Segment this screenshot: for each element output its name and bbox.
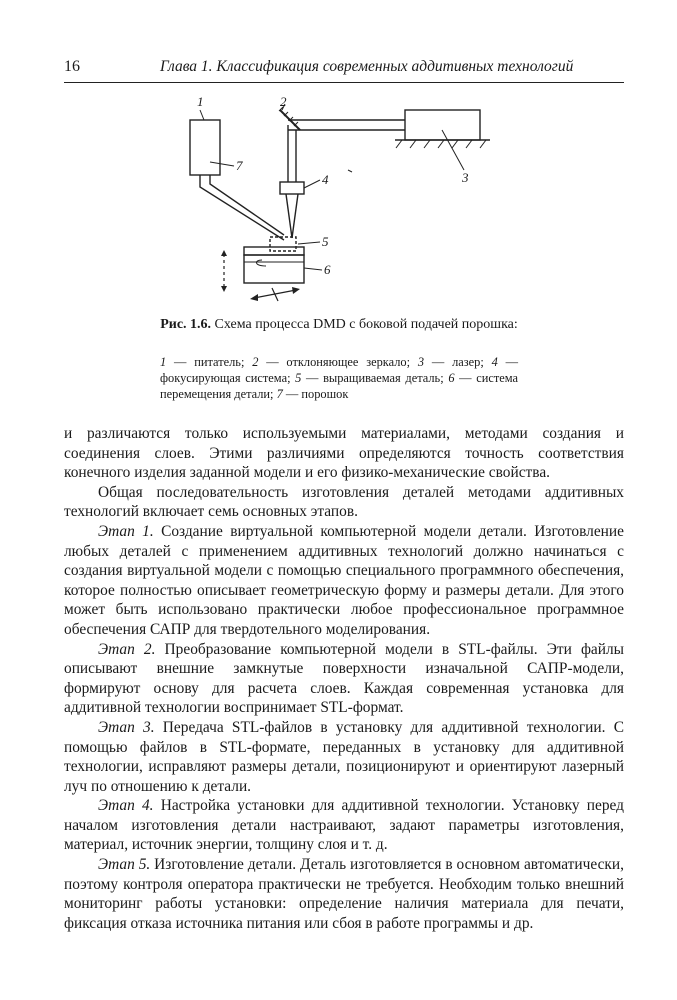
dmd-schematic-figure [180, 92, 520, 307]
label-4: 4 [322, 172, 329, 187]
powder-pipe [200, 175, 284, 240]
stage-4-paragraph [64, 796, 624, 855]
stage-5-paragraph [64, 855, 624, 933]
legend-text: — питатель; [166, 355, 253, 369]
stage-label: Этап 2. [98, 640, 156, 658]
label-6: 6 [324, 262, 331, 277]
legend-text: — фокусирующая система; [160, 355, 518, 385]
legend-text: — система перемещения детали; [160, 371, 519, 401]
running-head: Глава 1. Классификация современных аддитивных технологий [160, 58, 574, 75]
label-7: 7 [236, 158, 243, 173]
page-header [64, 56, 624, 83]
stage-label: Этап 3. [98, 718, 155, 736]
stage-label: Этап 1. [98, 522, 154, 540]
stage-2-paragraph [64, 640, 624, 718]
label-3: 3 [462, 170, 469, 185]
stage-label: Этап 4. [98, 797, 154, 815]
platform-base [244, 255, 304, 283]
feeder-box [190, 120, 220, 175]
figure-legend [160, 354, 518, 402]
focusing-lens [280, 182, 304, 194]
legend-num: 1 [160, 355, 167, 369]
stage-label: Этап 5. [98, 856, 151, 874]
legend-num: 7 [276, 387, 283, 401]
legend-text: — отклоняющее зеркало; [258, 355, 418, 369]
stage-3-paragraph [64, 718, 624, 796]
stage-text: Преобразование компьютерной модели в STL-файлы. Эти файлы описывают внешние замкнутые поверхности изначальной САПР-модели, формируют основу для расчета слоев. Каждая современная установка для аддитивной технологии воспринимает STL-формат. [64, 640, 625, 717]
label-1: 1 [197, 94, 204, 109]
dmd-schematic-drawing [180, 92, 520, 307]
paragraph: и различаются только используемыми материалами, методами создания и соединения слоев. Этими различиями определяются точность соответствия конечного изделия заданной модели и его физико-механические свойства. [64, 425, 624, 482]
stage-text: Создание виртуальной компьютерной модели детали. Изготовление любых деталей с применением аддитивных технологий должно начинаться с создания виртуальной модели с помощью специального программного обеспечения, которое полностью описывает геометрическую форму и размеры детали. Для этого может быть использовано практически любое профессиональное программное обеспечения САПР для твердотельного моделирования. [64, 522, 624, 638]
page-number: 16 [64, 58, 80, 75]
stage-text: Передача STL-файлов в установку для аддитивной технологии. С помощью файлов в STL-формате, переданных в установку для аддитивной технологии, исправляют размеры детали, позиционируют и ориентируют лазерный луч по отношению к детали. [64, 718, 624, 795]
legend-num: 4 [491, 355, 498, 369]
stage-text: Настройка установки для аддитивной технологии. Установку перед началом изготовления детали настраивают, задают параметры изготовления, материал, источник энергии, толщину слоя и т. д. [64, 797, 624, 854]
figure-caption [160, 316, 518, 333]
powder-pipe-inner [210, 175, 284, 235]
stage-text: Изготовление детали. Деталь изготовляется в основном автоматически, поэтому контроля оператора практически не требуется. Необходим только внешний мониторинг работы установки: определение наличия материала для печати, фиксация отказа источника питания или сбоя в работе программы и др. [64, 856, 624, 932]
legend-num: 2 [252, 355, 259, 369]
caption-text: Схема процесса DMD с боковой подачей порошка: [211, 317, 518, 332]
body-text [64, 424, 624, 933]
paragraph: Общая последовательность изготовления деталей методами аддитивных технологий включает семь основных этапов. [64, 483, 624, 521]
legend-text: — порошок [282, 387, 349, 401]
legend-text: — выращиваемая деталь; [301, 371, 449, 385]
label-2: 2 [280, 94, 287, 109]
legend-num: 6 [448, 371, 455, 385]
laser-body [405, 110, 480, 140]
legend-text: — лазер; [424, 355, 492, 369]
label-5: 5 [322, 234, 329, 249]
legend-num: 5 [295, 371, 302, 385]
stage-1-paragraph [64, 522, 624, 640]
legend-num: 3 [417, 355, 425, 369]
caption-number: Рис. 1.6. [160, 317, 212, 332]
